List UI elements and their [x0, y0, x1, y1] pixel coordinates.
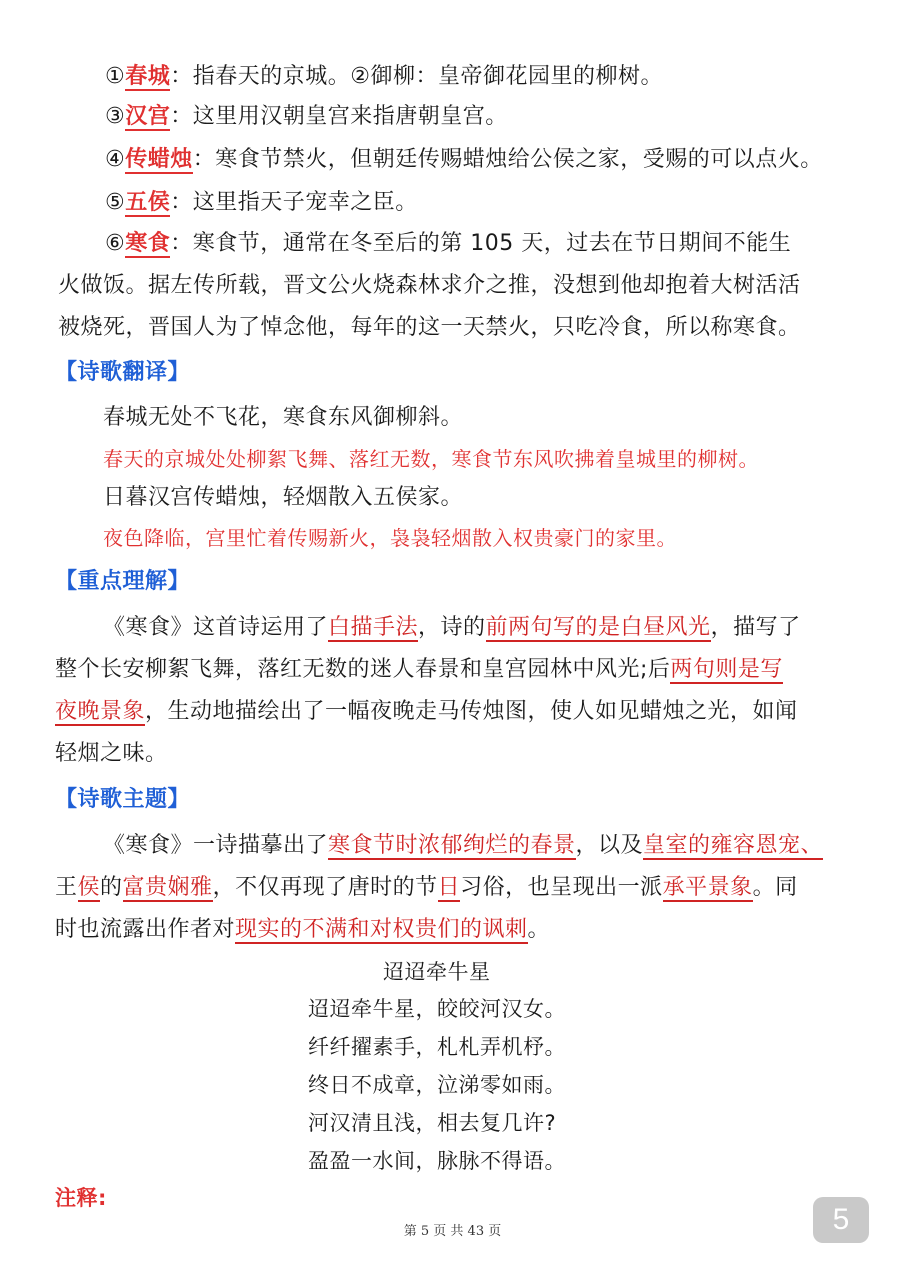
poem-line-3: 终日不成章，泣涕零如雨。: [308, 1073, 566, 1097]
theme-line-2: 王侯的富贵娴雅，不仅再现了唐时的节日习俗，也呈现出一派承平景象。同: [55, 875, 798, 900]
poem-line-1: 迢迢牵牛星，皎皎河汉女。: [308, 997, 566, 1021]
heading-translation: 【诗歌翻译】: [55, 360, 191, 385]
highlight-chengping: 承平景象: [662, 875, 753, 900]
understanding-line-3: 夜晚景象，生动地描绘出了一幅夜晚走马传烛图，使人如见蜡烛之光，如闻: [55, 699, 798, 724]
highlight-houliangju: 两句则是写: [670, 657, 783, 682]
verse-1: 春城无处不飞花，寒食东风御柳斜。: [103, 405, 464, 430]
term-hangong: 汉宫: [125, 104, 171, 129]
highlight-qianliangju: 前两句写的是白昼风光: [485, 615, 711, 640]
term-yuliu: 御柳: [370, 64, 416, 89]
page-footer: 第 5 页 共 43 页: [403, 1224, 502, 1239]
understanding-line-4: 轻烟之味。: [55, 741, 168, 766]
term-hanshi: 寒食: [125, 231, 171, 256]
highlight-yewanjingxiang: 夜晚景象: [55, 699, 146, 724]
heading-understanding: 【重点理解】: [55, 569, 191, 594]
poem-line-5: 盈盈一水间，脉脉不得语。: [308, 1149, 566, 1173]
highlight-chunjing: 寒食节时浓郁绚烂的春景: [328, 833, 576, 858]
annotation-label: 注释:: [55, 1186, 107, 1210]
poem-title: 迢迢牵牛星: [383, 960, 491, 984]
highlight-enchong: 皇室的雍容恩宠、: [643, 833, 824, 858]
translation-1: 春天的京城处处柳絮飞舞、落红无数，寒食节东风吹拂着皇城里的柳树。: [103, 447, 759, 471]
note-4: ④传蜡烛：寒食节禁火，但朝廷传赐蜡烛给公侯之家，受赐的可以点火。: [105, 147, 823, 172]
note-6: ⑥寒食：寒食节，通常在冬至后的第 105 天，过去在节日期间不能生: [105, 231, 792, 256]
note-3: ③汉宫：这里用汉朝皇宫来指唐朝皇宫。: [105, 104, 508, 129]
note-6-cont-2: 被烧死，晋国人为了悼念他，每年的这一天禁火，只吃冷食，所以称寒食。: [58, 315, 801, 340]
highlight-fugui: 富贵娴雅: [122, 875, 213, 900]
term-chuncheng: 春城: [125, 64, 171, 89]
heading-theme: 【诗歌主题】: [55, 787, 191, 812]
poem-line-4: 河汉清且浅，相去复几许?: [308, 1111, 557, 1135]
term-chuanlazhu: 传蜡烛: [125, 147, 193, 172]
note-6-cont-1: 火做饭。据左传所载，晋文公火烧森林求介之推，没想到他却抱着大树活活: [58, 273, 801, 298]
note-5: ⑤五侯：这里指天子宠幸之臣。: [105, 190, 418, 215]
theme-line-3: 时也流露出作者对现实的不满和对权贵们的讽刺。: [55, 917, 551, 942]
highlight-fengci: 现实的不满和对权贵们的讽刺: [235, 917, 528, 942]
note-1: ①春城：指春天的京城。②御柳：皇帝御花园里的柳树。: [105, 64, 664, 89]
theme-line-1: 《寒食》一诗描摹出了寒食节时浓郁绚烂的春景，以及皇室的雍容恩宠、: [103, 833, 824, 858]
page-number-badge: 5: [813, 1197, 869, 1243]
understanding-line-2: 整个长安柳絮飞舞，落红无数的迷人春景和皇宫园林中风光;后两句则是写: [55, 657, 783, 682]
highlight-baimiao: 白描手法: [328, 615, 419, 640]
poem-line-2: 纤纤擢素手，札札弄机杼。: [308, 1035, 566, 1059]
term-wuhou: 五侯: [125, 190, 171, 215]
understanding-line-1: 《寒食》这首诗运用了白描手法，诗的前两句写的是白昼风光，描写了: [103, 615, 801, 640]
translation-2: 夜色降临，宫里忙着传赐新火，袅袅轻烟散入权贵豪门的家里。: [103, 526, 677, 550]
verse-2: 日暮汉宫传蜡烛，轻烟散入五侯家。: [103, 485, 464, 510]
